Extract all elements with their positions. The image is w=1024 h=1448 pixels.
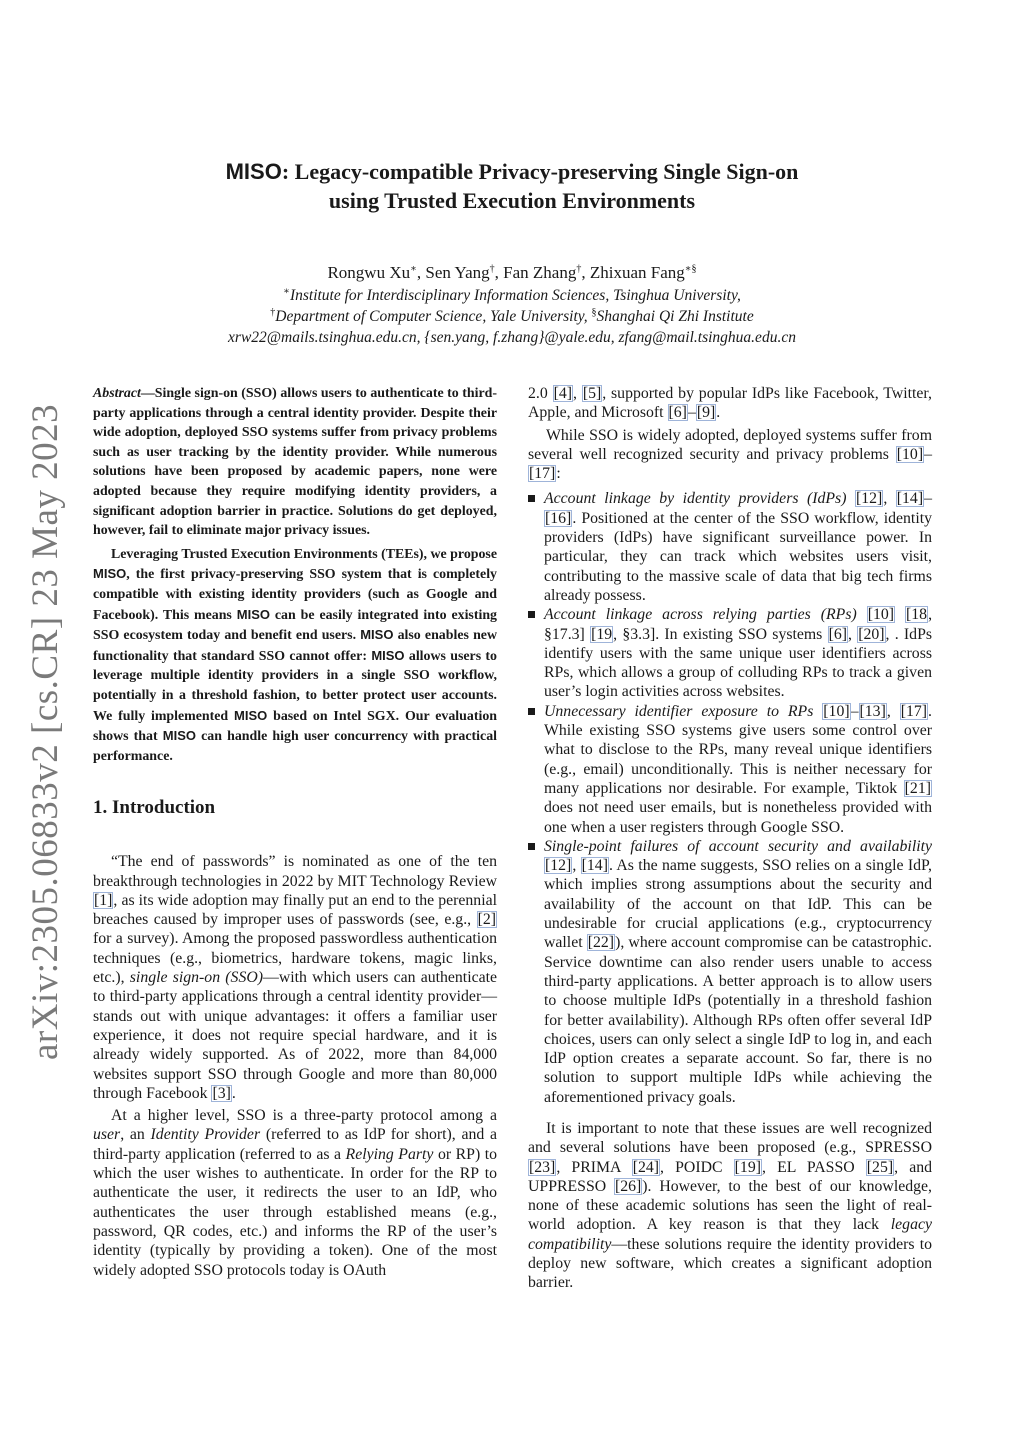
citation-link[interactable]: [14] [896,490,924,508]
text: 2.0 [528,385,553,402]
text: for a survey). Among the proposed passwordless authentication techniques (e.g., biometrics, hardware tokens, magic links, etc.), [93,930,497,987]
emphasis: Single-point failures of account security and availability [544,837,932,855]
text: – [924,445,932,463]
text: . Positioned at the center of the SSO workflow, identity providers (IdPs) have significant surveillance power. In particular, they can track which websites users visit, contributing to the massive scale of data that big tech firms already possess. [544,509,932,604]
text: At a higher level, SSO is a three-party protocol among a [111,1107,497,1125]
text: , supported by popular IdPs like Facebook, Twitter, Apple, and Microsoft [528,385,932,422]
citation-link[interactable]: [21] [904,779,931,797]
affiliation-line-1 [160,286,864,306]
text: §3.3] [622,625,656,643]
citation-link[interactable]: [13] [859,702,886,720]
intro-paragraph-2 [93,1106,497,1280]
affil-mark: § [591,306,597,318]
text: , [573,385,582,402]
author-mark: ∗ [410,263,417,275]
citation-link[interactable]: [2] [477,911,496,929]
abstract-p1: —Single sign-on (SSO) allows users to authenticate to third-party applications through a central identity provider. Despite their wide adoption, deployed SSO systems suffer from privacy problems such as user tracking by the identity provider. While numerous solutions have been proposed by academic papers, none were adopted because they require modifying identity providers, a significant adoption barrier in practice. Solutions do get deployed, however, fail to eliminate major privacy issues. [93,386,497,539]
paper-title [160,157,864,215]
right-column [528,384,932,1293]
emphasis: Relying Party [345,1145,434,1163]
emphasis: Account linkage across relying parties (RPs) [544,606,857,624]
text: , PRIMA [556,1158,632,1176]
citation-link[interactable]: [24] [632,1158,660,1176]
citation-link[interactable]: [6] [668,404,687,422]
text: , an [120,1126,151,1144]
text: While SSO is widely adopted, deployed systems suffer from several well recognized security and privacy problems [528,426,932,463]
list-item: Account linkage by identity providers (IdPs) [12], [14]–[16]. Positioned at the center of the SSO workflow, identity providers (IdPs) have significant surveillance power. In particular, they can track which websites users visit, contributing to the massive scale of data that big tech firms already possess. [528,489,932,605]
citation-link[interactable]: [16] [545,509,572,527]
list-item: Unnecessary identifier exposure to RPs [10]–[13], [17]. While existing SSO systems give users some control over what to disclose to the RPs, many reveal unique identifiers (e.g., email) unconditionally. This is neither necessary for many applications nor desirable. For example, Tiktok [21] does not need user emails, but is nonetheless provided with one when a user registers through Google SSO. [528,702,932,837]
system-name: MISO [234,707,268,723]
text: . In existing SSO systems [655,625,828,643]
text: —with which users can authenticate to third-party applications through a central identity provider—stands out with unique advantages: it offers a familiar user experience, it does not require special hardware, and it is already widely supported. As of 2022, more than 84,000 websites support SSO through Google and more than 80,000 through Facebook [93,969,498,1102]
citation-link[interactable]: [5] [582,385,602,402]
text: §17.3] [544,625,585,643]
title-system-name: MISO [225,159,282,184]
citation-link[interactable]: [25] [866,1158,894,1176]
text: Leveraging Trusted Execution Environments (TEEs), we propose [111,546,497,562]
text: —these solutions require the identity providers to deploy new software, which creates a significant adoption barrier. [528,1235,932,1292]
system-name: MISO [93,566,127,582]
emphasis: legacy compatibility [528,1216,932,1253]
citation-link[interactable]: [17] [529,465,556,483]
affil-mark: † [270,306,276,318]
text: can be easily integrated into existing SSO ecosystem today and benefit end users. [93,607,497,644]
citation-link[interactable]: [3] [212,1084,231,1102]
author-emails: xrw22@mails.tsinghua.edu.cn, {sen.yang, f.zhang}@yale.edu, zfang@mail.tsinghua.edu.cn [228,329,796,346]
text: . As the name suggests, SSO relies on a single IdP, which implies strong assumptions about the security and availability of the account on that IdP. This can be undesirable for crucial applications (e.g., cryptocurrency wallet [544,857,932,952]
title-line1: : Legacy-compatible Privacy-preserving Single Sign-on [281,159,799,184]
citation-link[interactable]: [14] [581,857,608,875]
text: , POIDC [660,1158,734,1176]
affil-text: Department of Computer Science, Yale University, [275,308,592,325]
affil-text: Institute for Interdisciplinary Information Sciences, Tsinghua University, [289,287,741,304]
intro-paragraph-1 [93,852,497,1103]
citation-link[interactable]: [12] [855,490,883,508]
text: (referred to as IdP for short), and a third-party application (referred to as a [93,1126,497,1163]
system-name: MISO [236,606,270,622]
text: ). However, to the best of our knowledge, none of these academic solutions has seen the light of real-world adoption. A key reason is that they lack [528,1177,932,1234]
citation-link[interactable]: [1] [94,891,113,909]
emphasis: Account linkage by identity providers (IdPs) [544,490,847,508]
text: , the first privacy-preserving SSO system that is completely compatible with existing identity providers (such as Google and Facebook). This means [93,567,497,623]
right-paragraph-0 [528,384,932,423]
abstract-p2 [93,545,497,767]
citation-link[interactable]: [19] [734,1158,761,1176]
system-name: MISO [360,627,394,643]
system-name: MISO [162,728,196,744]
text: can handle high user concurrency with practical performance. [93,729,497,764]
author-name: Fan Zhang [503,263,577,282]
author-name: Zhixuan Fang [589,263,685,282]
right-paragraph-1 [528,426,932,484]
bullet-square-icon [528,495,535,502]
section-heading-introduction: 1. Introduction [93,797,216,819]
text: : [556,465,561,483]
text: . [716,404,721,422]
list-item: Single-point failures of account security and availability [12], [14]. As the name suggests, SSO relies on a single IdP, which implies strong assumptions about the security and availability of the account on that IdP. This can be undesirable for crucial applications (e.g., cryptocurrency wallet [22]), where account compromise can be catastrophic. Service downtime can also render users unable to access third-party applications. A better approach is to allow users to choose multiple IdPs (potentially in a threshold fashion for better availability). Although RPs often offer several IdP choices, users can only select a single IdP to log in, and each IdP option creates a separate account. So far, there is no solution to support multiple IdPs while achieving the aforementioned privacy goals. [528,837,932,1107]
title-line2: using Trusted Execution Environments [328,188,696,213]
text: or RP) to which the user wishes to authenticate. In order for the RP to authenticate the user, it redirects the user to an IdP, who authenticates the user through established means (e.g., password, QR codes, etc.) and informs the RP of the user’s identity (typically by providing a token). One of the most widely adopted SSO protocols today is OAuth [93,1145,498,1279]
author-mark: † [576,263,582,275]
bullet-square-icon [528,611,535,618]
citation-link[interactable]: [10] [823,702,850,720]
citation-link[interactable]: [10] [867,606,895,624]
author-name: Sen Yang [425,263,490,282]
citation-link[interactable]: [26] [614,1177,642,1195]
emphasis: Unnecessary identifier exposure to RPs [544,702,814,720]
citation-link[interactable]: [17] [900,702,928,720]
text: It is important to note that these issues are well recognized and several solutions have been proposed (e.g., SPRESSO [528,1119,932,1157]
citation-link[interactable]: [10] [896,445,924,463]
text: ), where account compromise can be catastrophic. Service downtime can also render users unable to access third-party applications. A better approach is to allow users to choose multiple IdPs (potentially in a threshold fashion for better availability). Although RPs often offer several IdP choices, users can only select a single IdP to log in, and each IdP option creates a separate account. So far, there is no solution to support multiple IdPs while achieving the aforementioned privacy goals. [544,934,932,1106]
text: , and UPPRESSO [528,1158,933,1195]
right-paragraph-2 [528,1119,932,1293]
text: “The end of passwords” is nominated as one of the ten breakthrough technologies in 2022 by MIT Technology Review [93,853,497,890]
text: , EL PASSO [762,1158,866,1176]
affil-mark: ∗ [283,285,290,297]
text: – [687,404,696,422]
citation-link[interactable]: [19 [591,625,613,643]
system-name: MISO [371,647,405,663]
citation-link[interactable]: [18 [906,606,928,624]
list-item: Account linkage across relying parties (RPs) [10] [18, §17.3] [19, §3.3]. In existing SSO systems [6], [20], . IdPs identify users with the same unique user identifiers across RPs, which allows a group of colluding RPs to track a given user’s login activities across websites. [528,605,932,701]
author-name: Rongwu Xu [327,263,411,282]
author-mark: † [489,263,495,275]
citation-link[interactable]: [6] [828,625,847,643]
text: . IdPs identify users with the same unique user identifiers across RPs, which allows a group of colluding RPs to track a given user’s login activities across websites. [544,625,933,701]
affiliation-line-2 [160,307,864,327]
emphasis: single sign-on (SSO) [129,969,264,987]
abstract-label: Abstract [93,386,141,401]
citation-link[interactable]: [23] [529,1158,556,1176]
bullet-square-icon [528,843,535,850]
citation-link[interactable]: [12] [545,857,572,875]
citation-link[interactable]: [20] [858,625,885,643]
privacy-issues-list [528,489,932,1107]
text: also enables new functionality that standard SSO cannot offer: [93,628,497,664]
text: . [231,1084,236,1102]
citation-link[interactable]: [4] [553,385,573,402]
text: . While existing SSO systems give users some control over what to disclose to the RPs, many reveal unique identifiers (e.g., email) unconditionally. This is neither necessary for many applications nor desirable. For example, Tiktok [544,702,932,797]
text: based on Intel SGX. Our evaluation shows that [93,708,497,745]
emphasis: user [93,1126,121,1144]
abstract [93,384,497,766]
citation-link[interactable]: [22] [587,934,615,952]
author-list: Rongwu Xu∗, Sen Yang†, Fan Zhang†, Zhixuan Fang∗§ [327,263,697,282]
affil-text: Shanghai Qi Zhi Institute [596,308,754,325]
left-column [93,384,497,1280]
arxiv-stamp: arXiv:2305.06833v2 [cs.CR] 23 May 2023 [25,403,66,1060]
text: , as its wide adoption may finally put an end to the perennial breaches caused by improper uses of passwords (see, e.g., [93,891,497,929]
citation-link[interactable]: [9] [696,404,716,422]
text: allows users to leverage multiple identity providers in a single SSO workflow, potentially in a threshold fashion, to better protect user accounts. We fully implemented [93,648,498,724]
author-mark: ∗§ [684,263,697,275]
emphasis: Identity Provider [150,1126,261,1144]
text: does not need user emails, but is nonetheless provided with one when a user registers through Google SSO. [544,799,932,836]
bullet-square-icon [528,708,535,715]
